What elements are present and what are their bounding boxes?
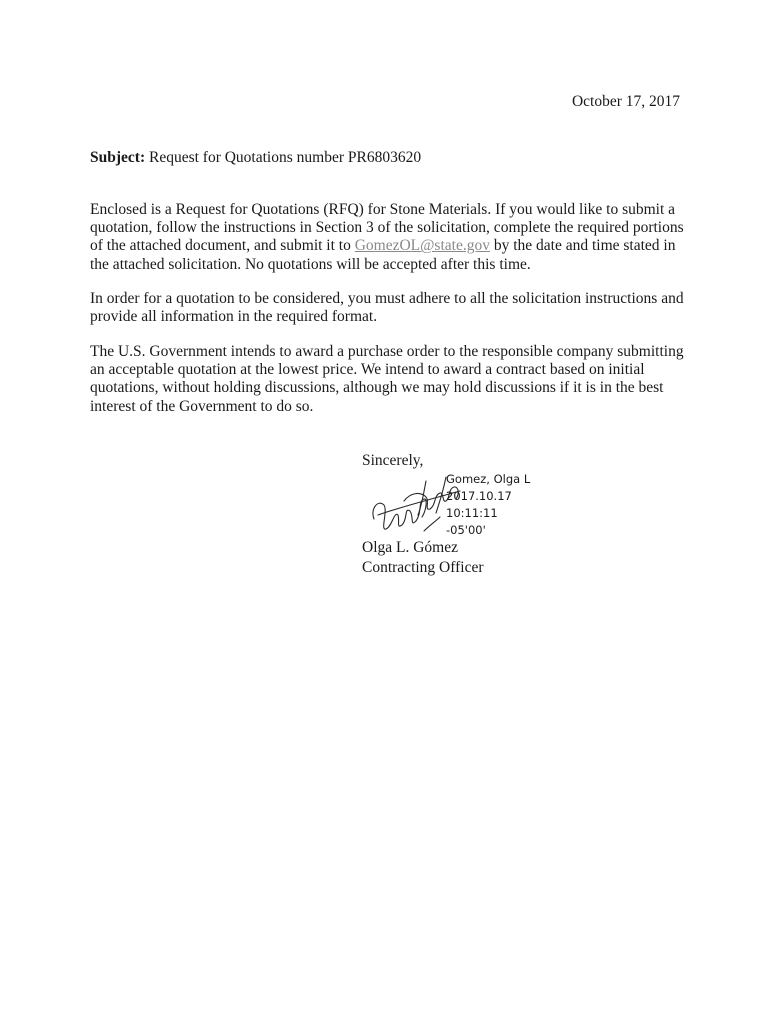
signer-name: Olga L. Gómez [362, 539, 458, 556]
signature-time: 10:11:11 [446, 506, 498, 520]
paragraph-enclosure [90, 201, 684, 274]
digital-signature-block [360, 471, 560, 541]
line-text-after-email: by the date and time stated in [489, 237, 676, 255]
signature-timezone: -05'00' [446, 523, 486, 537]
subject-label: Subject: [90, 149, 146, 166]
paragraph-line: the attached solicitation. No quotations will be accepted after this time. [90, 255, 531, 273]
paragraph-line: provide all information in the required format. [90, 308, 378, 326]
signer-title: Contracting Officer [362, 558, 484, 576]
email-link[interactable]: GomezOL@state.gov [354, 237, 490, 255]
paragraph-line: quotations, without holding discussions, although we may hold discussions if it is in the best [90, 379, 664, 397]
closing-salutation: Sincerely, [362, 452, 424, 469]
paragraph-award [90, 343, 684, 416]
paragraph-line: In order for a quotation to be considered, you must adhere to all the solicitation instructions and [90, 290, 684, 307]
subject-line [90, 148, 421, 168]
paragraph-instructions [90, 290, 684, 326]
letter-date: October 17, 2017 [571, 93, 680, 110]
signature-stamp [446, 471, 530, 539]
signature-date: 2017.10.17 [446, 489, 512, 503]
paragraph-line: quotation, follow the instructions in Section 3 of the solicitation, complete the required portions [90, 219, 684, 237]
signer-block [362, 538, 484, 577]
signature-name: Gomez, Olga L [446, 472, 531, 486]
paragraph-line: an acceptable quotation at the lowest price. We intend to award a contract based on initial [90, 361, 645, 379]
paragraph-line: Enclosed is a Request for Quotations (RFQ) for Stone Materials. If you would like to submit a [90, 201, 676, 218]
subject-text: Request for Quotations number PR6803620 [145, 149, 422, 166]
paragraph-line: The U.S. Government intends to award a purchase order to the responsible company submitting [90, 343, 684, 360]
line-text-before-email: of the attached document, and submit it to [90, 237, 355, 255]
paragraph-line: interest of the Government to do so. [90, 397, 314, 415]
paragraph-line [90, 237, 680, 255]
